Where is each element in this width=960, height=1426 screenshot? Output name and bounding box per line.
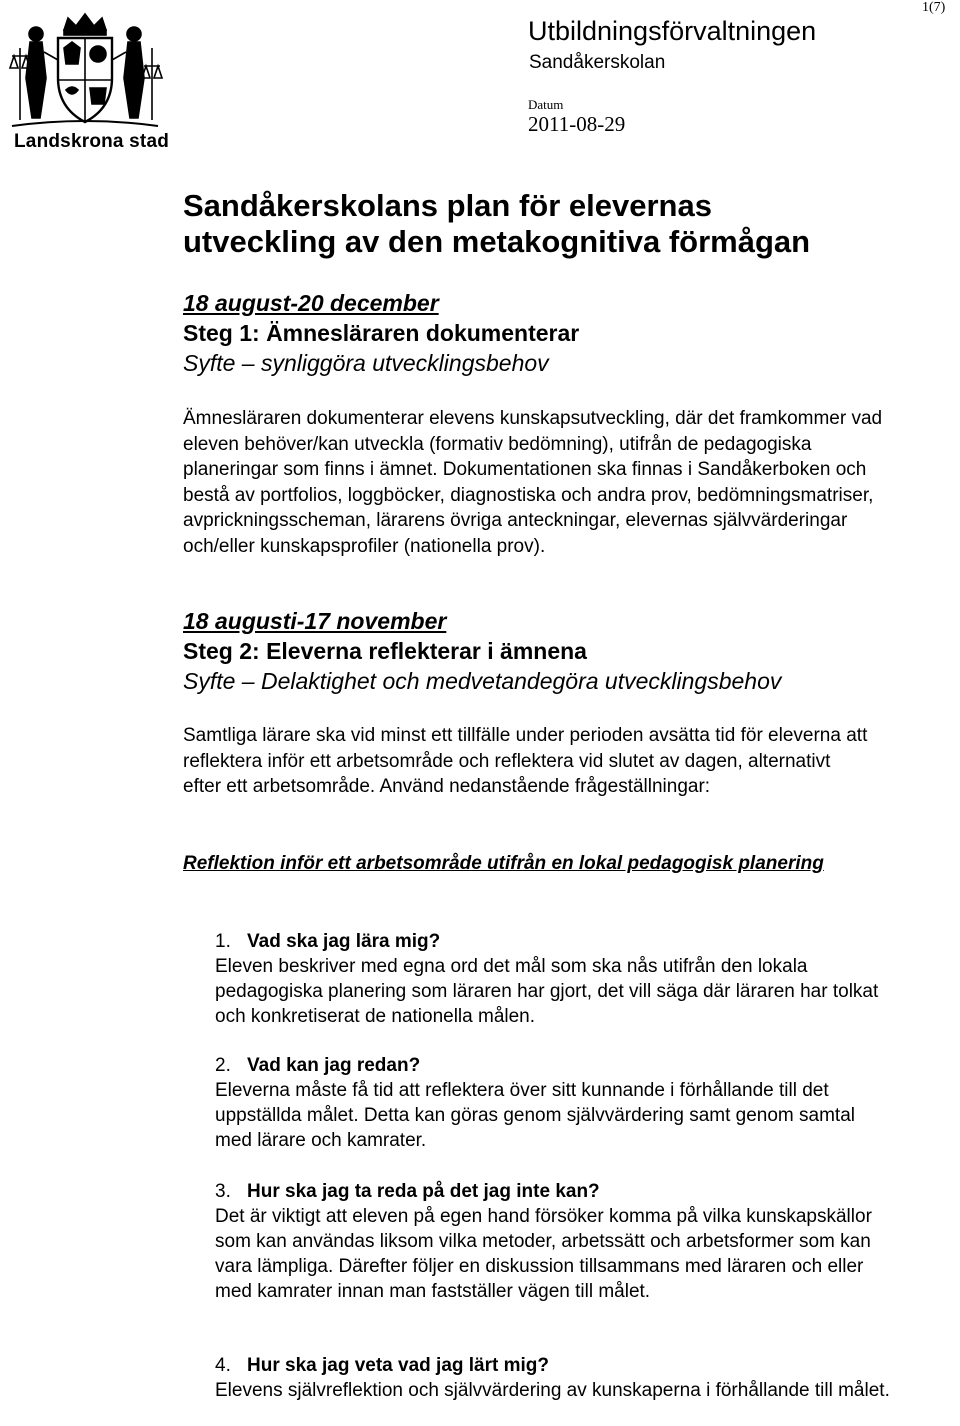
step1-period: 18 august-20 december bbox=[183, 290, 439, 316]
question-title bbox=[215, 1179, 895, 1204]
question-number: 1. bbox=[215, 931, 231, 952]
question-item bbox=[215, 1353, 895, 1403]
step1-body: Ämnesläraren dokumenterar elevens kunskapsutveckling, där det framkommer vad eleven behöver/kan utveckla (formativ bedömning), utifrån de pedagogiska planeringar som finns i ämnet. Dokumentationen ska finnas i Sandåkerboken och bestå av portfolios, loggböcker, diagnostiska och andra prov, bedömningsmatriser, avprickningsscheman, lärarens övriga anteckningar, elevernas självvärderingar och/eller kunskapsprofiler (nationella prov). bbox=[183, 408, 883, 557]
question-title-text: Hur ska jag ta reda på det jag inte kan? bbox=[247, 1181, 600, 1202]
step2-body: Samtliga lärare ska vid minst ett tillfälle under perioden avsätta tid för eleverna att reflektera inför ett arbetsområde och reflektera vid slutet av dagen, alternativt efter ett arbetsområde. Använd nedanstående frågeställningar: bbox=[183, 725, 868, 797]
page-number: 1(7) bbox=[922, 0, 946, 15]
step2-period: 18 augusti-17 november bbox=[183, 608, 447, 634]
question-item bbox=[215, 929, 895, 1029]
school-name: Sandåkerskolan bbox=[529, 52, 666, 73]
question-number: 2. bbox=[215, 1055, 231, 1076]
question-number: 3. bbox=[215, 1181, 231, 1202]
step1-purpose: Syfte – synliggöra utvecklingsbehov bbox=[183, 350, 549, 376]
organization-name: Utbildningsförvaltningen bbox=[528, 16, 817, 46]
question-number: 4. bbox=[215, 1355, 231, 1376]
logo-text: Landskrona stad bbox=[14, 131, 170, 152]
question-title-text: Vad kan jag redan? bbox=[247, 1055, 421, 1076]
document-title bbox=[183, 188, 810, 260]
title-line-2: utveckling av den metakognitiva förmågan bbox=[183, 224, 811, 259]
question-title-text: Vad ska jag lära mig? bbox=[247, 931, 441, 952]
title-line-1: Sandåkerskolans plan för elevernas bbox=[183, 188, 712, 223]
question-title bbox=[215, 929, 895, 954]
question-item bbox=[215, 1053, 895, 1153]
question-title-text: Hur ska jag veta vad jag lärt mig? bbox=[247, 1355, 549, 1376]
reflection-heading: Reflektion inför ett arbetsområde utifrån en lokal pedagogisk planering bbox=[183, 853, 824, 874]
question-text: Elevens självreflektion och självvärdering av kunskaperna i förhållande till målet. bbox=[215, 1380, 890, 1401]
question-item bbox=[215, 1179, 895, 1304]
date-value: 2011-08-29 bbox=[528, 112, 626, 136]
step2-purpose: Syfte – Delaktighet och medvetandegöra utvecklingsbehov bbox=[183, 668, 782, 694]
question-text: Det är viktigt att eleven på egen hand försöker komma på vilka kunskapskällor som kan användas liksom vilka metoder, arbetssätt och arbetsformer som kan vara lämpliga. Därefter följer en diskussion tillsammans med läraren och eller med kamrater innan man fastställer vägen till målet. bbox=[215, 1206, 872, 1302]
question-title bbox=[215, 1053, 895, 1078]
step1-heading: Steg 1: Ämnesläraren dokumenterar bbox=[183, 320, 580, 346]
question-title bbox=[215, 1353, 895, 1378]
question-text: Eleven beskriver med egna ord det mål som ska nås utifrån den lokala pedagogiska planering som läraren har gjort, det vill säga där läraren har tolkat och konkretiserat de nationella målen. bbox=[215, 956, 879, 1027]
question-text: Eleverna måste få tid att reflektera över sitt kunnande i förhållande till det uppställda målet. Detta kan göras genom självvärdering samt genom samtal med lärare och kamrater. bbox=[215, 1080, 855, 1151]
date-label: Datum bbox=[528, 97, 564, 112]
step2-heading: Steg 2: Eleverna reflekterar i ämnena bbox=[183, 638, 587, 664]
